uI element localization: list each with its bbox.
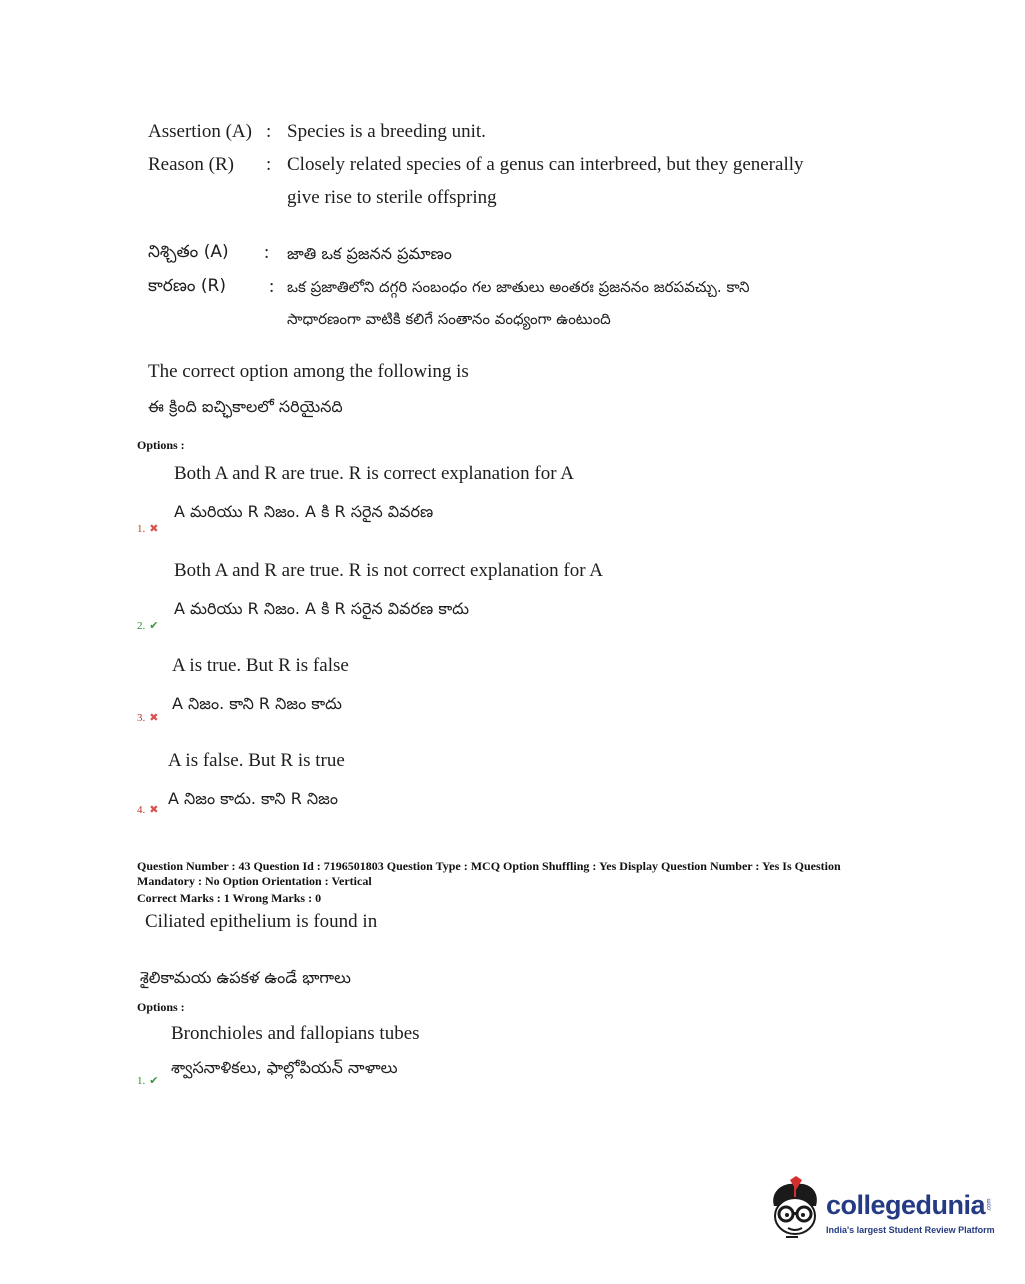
mascot-icon	[766, 1176, 826, 1246]
q43-option-1-number	[137, 1074, 158, 1087]
question-43-telugu: శైలికామయ ఉపకళ ఉండే భాగాలు	[140, 968, 351, 987]
option-2-telugu: A మరియు R నిజం. A కి R సరైన వివరణ కాదు	[174, 599, 470, 618]
prompt-english: The correct option among the following is	[148, 361, 469, 382]
question-43-english: Ciliated epithelium is found in	[145, 911, 378, 932]
option-4-telugu: A నిజం కాదు. కాని R నిజం	[168, 789, 338, 808]
assertion-colon: :	[266, 121, 272, 142]
option-number-text: 3.	[137, 712, 146, 724]
logo-com: .com	[986, 1198, 993, 1212]
option-1-telugu: A మరియు R నిజం. A కి R సరైన వివరణ	[174, 502, 434, 521]
assertion-label: Assertion (A)	[148, 121, 252, 142]
reason-text-line2: give rise to sterile offspring	[287, 187, 497, 208]
q43-option-1-telugu: శ్వాసనాళికలు, ఫాల్లోపియన్ నాళాలు	[171, 1058, 398, 1077]
logo-wordmark: collegedunia	[826, 1190, 986, 1220]
collegedunia-logo	[766, 1176, 996, 1246]
te-assertion-text: జాతి ఒక ప్రజనన ప్రమాణం	[287, 244, 452, 263]
cross-icon: ✖	[149, 711, 159, 724]
option-number-text: 1.	[137, 1075, 146, 1087]
options-label: Options :	[137, 438, 185, 452]
option-3-number	[137, 711, 158, 724]
option-2-number	[137, 619, 158, 632]
reason-colon: :	[266, 154, 272, 175]
te-reason-text-line1: ఒక ప్రజాతిలోని దగ్గరి సంబంధం గల జాతులు అంతరః ప్రజననం జరపవచ్చు. కాని	[287, 278, 750, 296]
option-number-text: 1.	[137, 523, 146, 535]
option-4-number	[137, 803, 158, 816]
option-1-english: Both A and R are true. R is correct explanation for A	[174, 463, 574, 484]
reason-text-line1: Closely related species of a genus can interbreed, but they generally	[287, 154, 804, 175]
q43-option-1-english: Bronchioles and fallopians tubes	[171, 1023, 420, 1044]
option-2-english: Both A and R are true. R is not correct explanation for A	[174, 560, 603, 581]
option-3-telugu: A నిజం. కాని R నిజం కాదు	[172, 694, 342, 713]
options-label-43: Options :	[137, 1000, 185, 1014]
option-number-text: 4.	[137, 804, 146, 816]
marks-line: Correct Marks : 1 Wrong Marks : 0	[137, 891, 322, 905]
logo-tagline: India's largest Student Review Platform	[826, 1225, 995, 1235]
reason-label: Reason (R)	[148, 154, 235, 175]
question-meta-line2: Mandatory : No Option Orientation : Vertical	[137, 874, 372, 888]
prompt-telugu: ఈ క్రింది ఐచ్ఛికాలలో సరియైనది	[148, 397, 343, 416]
te-reason-label: కారణం (R)	[148, 276, 226, 296]
cross-icon: ✖	[149, 522, 159, 535]
option-4-english: A is false. But R is true	[168, 750, 345, 771]
check-icon: ✔	[149, 619, 159, 632]
te-assertion-colon: :	[264, 242, 270, 263]
option-number-text: 2.	[137, 620, 146, 632]
te-assertion-label: నిశ్చితం (A)	[148, 242, 229, 262]
check-icon: ✔	[149, 1074, 159, 1087]
te-reason-text-line2: సాధారణంగా వాటికి కలిగే సంతానం వంధ్యంగా ఉంటుంది	[287, 310, 611, 328]
question-meta-line1: Question Number : 43 Question Id : 7196501803 Question Type : MCQ Option Shuffling : Yes Display Question Number : Yes Is Question	[137, 859, 841, 873]
option-3-english: A is true. But R is false	[172, 655, 349, 676]
option-1-number	[137, 522, 158, 535]
te-reason-colon: :	[269, 276, 275, 297]
cross-icon: ✖	[149, 803, 159, 816]
assertion-text: Species is a breeding unit.	[287, 121, 486, 142]
